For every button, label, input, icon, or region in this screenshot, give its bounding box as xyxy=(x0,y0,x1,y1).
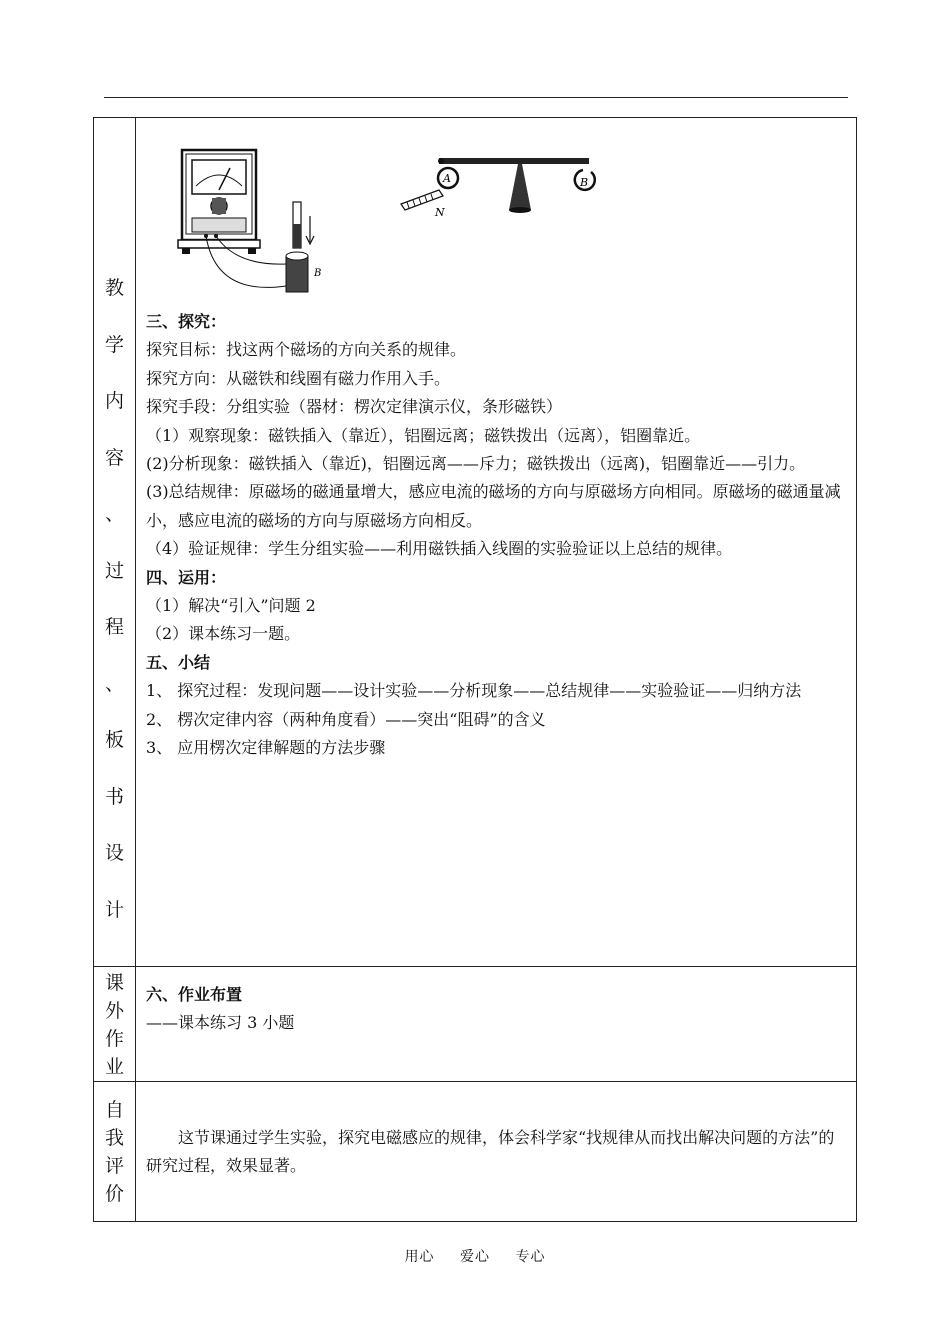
side-char: 作 xyxy=(104,1028,124,1050)
homework-cell xyxy=(136,967,857,1082)
side-char: 程 xyxy=(104,616,124,638)
side-char: 我 xyxy=(104,1127,124,1149)
explore-section xyxy=(136,308,856,763)
side-char: 课 xyxy=(104,972,124,994)
header-rule xyxy=(104,97,848,98)
summary-item: 2、 楞次定律内容（两种角度看）——突出“阻碍”的含义 xyxy=(146,709,546,729)
magnet-pole-label: N xyxy=(435,206,445,219)
homework-heading: 六、作业布置 xyxy=(146,985,243,1004)
balance-figure xyxy=(391,146,611,226)
side-label-homework xyxy=(94,967,136,1082)
side-char: 学 xyxy=(104,333,124,356)
page-footer xyxy=(0,1246,950,1266)
side-char: 价 xyxy=(104,1183,124,1205)
side-char: 设 xyxy=(104,842,124,864)
side-char: 书 xyxy=(104,785,124,808)
explore-line: 探究方向：从磁铁和线圈有磁力作用入手。 xyxy=(146,368,451,388)
explore-heading: 三、探究： xyxy=(146,312,227,331)
side-char: 过 xyxy=(104,559,124,582)
side-char: 内 xyxy=(104,390,124,412)
apply-heading: 四、运用： xyxy=(146,567,227,587)
explore-line: 探究目标：找这两个磁场的方向关系的规律。 xyxy=(146,340,467,360)
explore-line: 探究手段：分组实验（器材：楞次定律演示仪，条形磁铁） xyxy=(146,397,563,417)
ring-a-label: A xyxy=(443,172,451,185)
footer-word: 用心 xyxy=(404,1249,435,1265)
explore-line: （4）验证规律：学生分组实验——利用磁铁插入线圈的实验验证以上总结的规律。 xyxy=(146,539,733,559)
apply-line: （1）解决“引入”问题 2 xyxy=(146,596,316,616)
explore-line: (3)总结规律：原磁场的磁通量增大，感应电流的磁场的方向与原磁场方向相同。原磁场的磁通量减小，感应电流的磁场的方向与原磁场方向相反。 xyxy=(146,482,841,530)
side-char: 板 xyxy=(104,729,124,751)
galvanometer-figure xyxy=(176,146,336,301)
coil-label: B xyxy=(314,268,322,279)
homework-line: ——课本练习 3 小题 xyxy=(146,1013,295,1033)
lesson-plan-table xyxy=(93,117,857,1222)
side-char: 自 xyxy=(104,1099,124,1121)
evaluation-cell xyxy=(136,1082,857,1222)
apply-line: （2）课本练习一题。 xyxy=(146,624,301,644)
explore-line: (2)分析现象：磁铁插入（靠近)，铝圈远离——斥力；磁铁拨出（远离)，铝圈靠近——引力。 xyxy=(146,454,806,474)
side-char: 评 xyxy=(104,1155,124,1177)
footer-word: 爱心 xyxy=(460,1249,490,1265)
side-char: 容 xyxy=(104,446,124,469)
teaching-content-cell xyxy=(136,118,857,967)
side-label-teaching-content xyxy=(94,118,136,967)
side-char: 教 xyxy=(104,277,124,299)
side-char: 计 xyxy=(104,898,124,921)
side-char: 、 xyxy=(104,503,124,525)
side-char: 外 xyxy=(104,1000,124,1022)
ring-b-label: B xyxy=(580,176,589,189)
side-char: 业 xyxy=(104,1056,124,1078)
summary-item: 1、 探究过程：发现问题——设计实验——分析现象——总结规律——实验验证——归纳方法 xyxy=(146,681,802,701)
side-char: 、 xyxy=(104,672,124,695)
explore-line: （1）观察现象：磁铁插入（靠近），铝圈远离；磁铁拨出（远离），铝圈靠近。 xyxy=(146,425,701,445)
footer-word: 专心 xyxy=(515,1249,546,1265)
evaluation-text-body: 这节课通过学生实验，探究电磁感应的规律，体会科学家“找规律从而找出解决问题的方法”的研究过程，效果显著。 xyxy=(146,1128,835,1176)
summary-heading: 五、小结 xyxy=(146,652,211,672)
figures xyxy=(136,118,856,308)
evaluation-text xyxy=(146,1124,848,1181)
side-label-self-evaluation xyxy=(94,1082,136,1222)
summary-item: 3、 应用楞次定律解题的方法步骤 xyxy=(146,738,386,758)
